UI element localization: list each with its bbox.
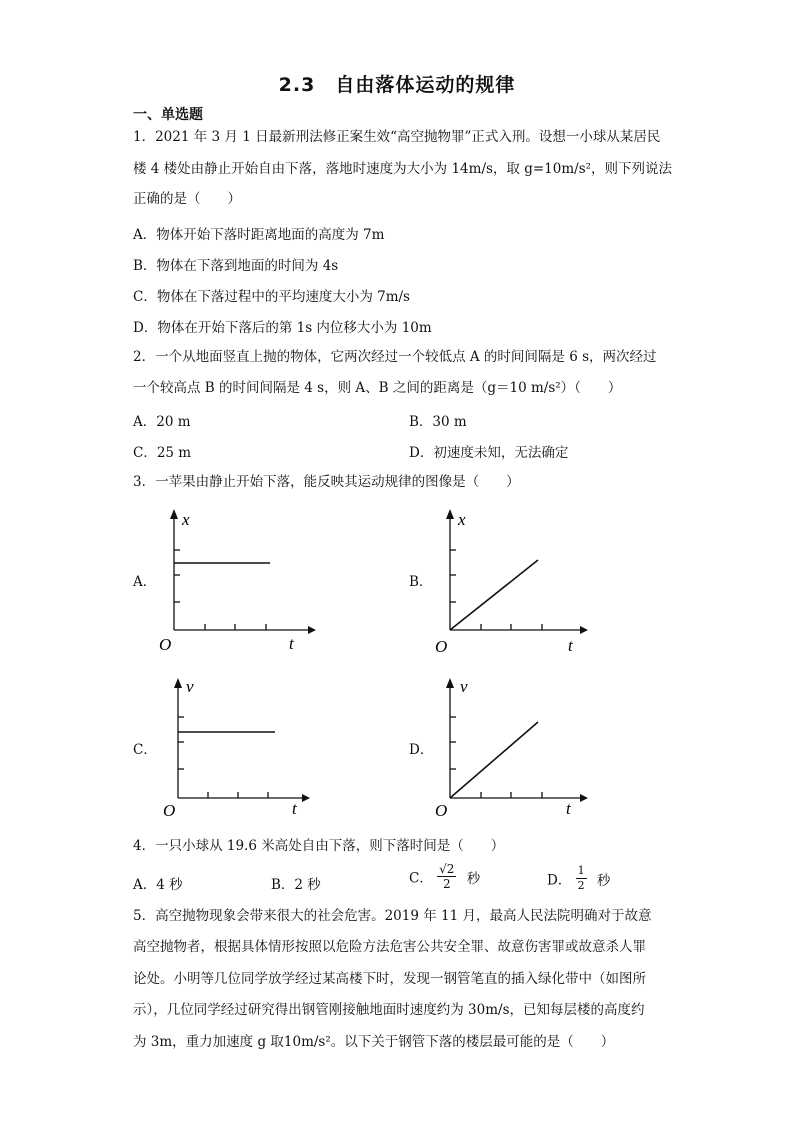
- fraction-denominator: 2: [442, 877, 451, 891]
- q2-option-a: A．20 m: [133, 414, 191, 430]
- graph-line: [450, 722, 538, 798]
- q3-stem: 3．一苹果由静止开始下落，能反映其运动规律的图像是（ ）: [133, 474, 520, 490]
- x-axis-label: t: [289, 634, 294, 653]
- q5-line-4: 示），几位同学经过研究得出钢管刚接触地面时速度约为 30m/s，已知每层楼的高度约: [133, 1002, 645, 1018]
- x-axis-label: t: [566, 799, 571, 818]
- q4-option-c-fraction: [437, 862, 456, 891]
- q2-line-1: 2．一个从地面竖直上抛的物体，它两次经过一个较低点 A 的时间间隔是 6 s，两次经过: [133, 349, 657, 365]
- page-title: 2.3 自由落体运动的规律: [278, 74, 516, 96]
- q5-line-1: 5．高空抛物现象会带来很大的社会危害。2019 年 11 月，最高人民法院明确对于故意: [133, 908, 652, 924]
- q1-option-c: C．物体在下落过程中的平均速度大小为 7m/s: [133, 289, 410, 305]
- section-heading: 一、单选题: [133, 107, 203, 123]
- x-axis-label: t: [568, 636, 573, 655]
- q5-line-3: 论处。小明等几位同学放学经过某高楼下时，发现一钢管笔直的插入绿化带中（如图所: [133, 971, 646, 987]
- q4-option-c-label: C．: [409, 870, 433, 887]
- origin-label: O: [435, 637, 448, 655]
- q3-option-d-label: D．: [409, 742, 434, 758]
- y-axis-arrow: [446, 678, 454, 688]
- y-axis-label: x: [182, 510, 190, 529]
- x-axis-label: t: [292, 799, 297, 818]
- q4-stem: 4．一只小球从 19.6 米高处自由下落，则下落时间是（ ）: [133, 838, 505, 854]
- x-axis-arrow: [580, 626, 588, 634]
- q4-option-d-unit: 秒: [596, 872, 611, 889]
- q1-line-2: 楼 4 楼处由静止开始自由下落，落地时速度为大小为 14m/s，取 g=10m/s²，则下列说法: [133, 161, 673, 177]
- fraction-denominator: 2: [577, 879, 585, 892]
- q4-option-c-unit: 秒: [466, 870, 481, 887]
- origin-label: O: [159, 635, 172, 654]
- q1-line-3: 正确的是（ ）: [133, 191, 241, 207]
- q4-option-c: [409, 862, 480, 891]
- q4-option-d-label: D．: [547, 872, 572, 889]
- q5-line-2: 高空抛物者，根据具体情形按照以危险方法危害公共安全罪、故意伤害罪或故意杀人罪: [133, 939, 646, 955]
- y-axis-label: x: [458, 510, 466, 529]
- origin-label: O: [163, 801, 176, 820]
- q5-line-5: 为 3m，重力加速度 g 取10m/s²。以下关于钢管下落的楼层最可能的是（ ）: [133, 1034, 615, 1050]
- q3-graph-d: [426, 672, 596, 822]
- q4-option-a: A．4 秒: [133, 877, 183, 893]
- q3-option-c-label: C．: [133, 742, 157, 758]
- q2-option-d: D．初速度未知，无法确定: [409, 445, 569, 461]
- graph-line: [450, 560, 538, 630]
- fraction-numerator: 1: [577, 864, 585, 877]
- q3-option-b-label: B．: [409, 574, 433, 590]
- y-axis-arrow: [170, 509, 178, 519]
- x-axis-arrow: [302, 794, 310, 802]
- q4-option-b: B．2 秒: [271, 877, 321, 893]
- q2-line-2: 一个较高点 B 的时间间隔是 4 s，则 A、B 之间的距离是（g＝10 m/s²）（ ）: [133, 380, 622, 396]
- y-axis-label: v: [186, 677, 194, 696]
- y-axis-arrow: [174, 678, 182, 688]
- q4-option-d: [547, 864, 610, 893]
- q1-option-d: D．物体在开始下落后的第 1s 内位移大小为 10m: [133, 320, 432, 336]
- origin-label: O: [435, 801, 448, 820]
- q1-option-a: A．物体开始下落时距离地面的高度为 7m: [133, 227, 385, 243]
- q3-graph-b: [426, 505, 596, 655]
- q3-graph-c: [150, 672, 320, 822]
- q3-option-a-label: A．: [133, 574, 157, 590]
- q2-option-b: B．30 m: [409, 414, 467, 430]
- q3-graph-a: [150, 505, 320, 655]
- q2-option-c: C．25 m: [133, 445, 192, 461]
- x-axis-arrow: [580, 794, 588, 802]
- q4-option-d-fraction: [576, 864, 587, 893]
- fraction-numerator: √2: [439, 862, 455, 876]
- y-axis-label: v: [460, 677, 468, 696]
- x-axis-arrow: [308, 626, 316, 634]
- q1-option-b: B．物体在下落到地面的时间为 4s: [133, 258, 339, 274]
- q1-line-1: 1．2021 年 3 月 1 日最新刑法修正案生效“高空抛物罪”正式入刑。设想一小球从某居民: [133, 129, 661, 145]
- y-axis-arrow: [446, 509, 454, 519]
